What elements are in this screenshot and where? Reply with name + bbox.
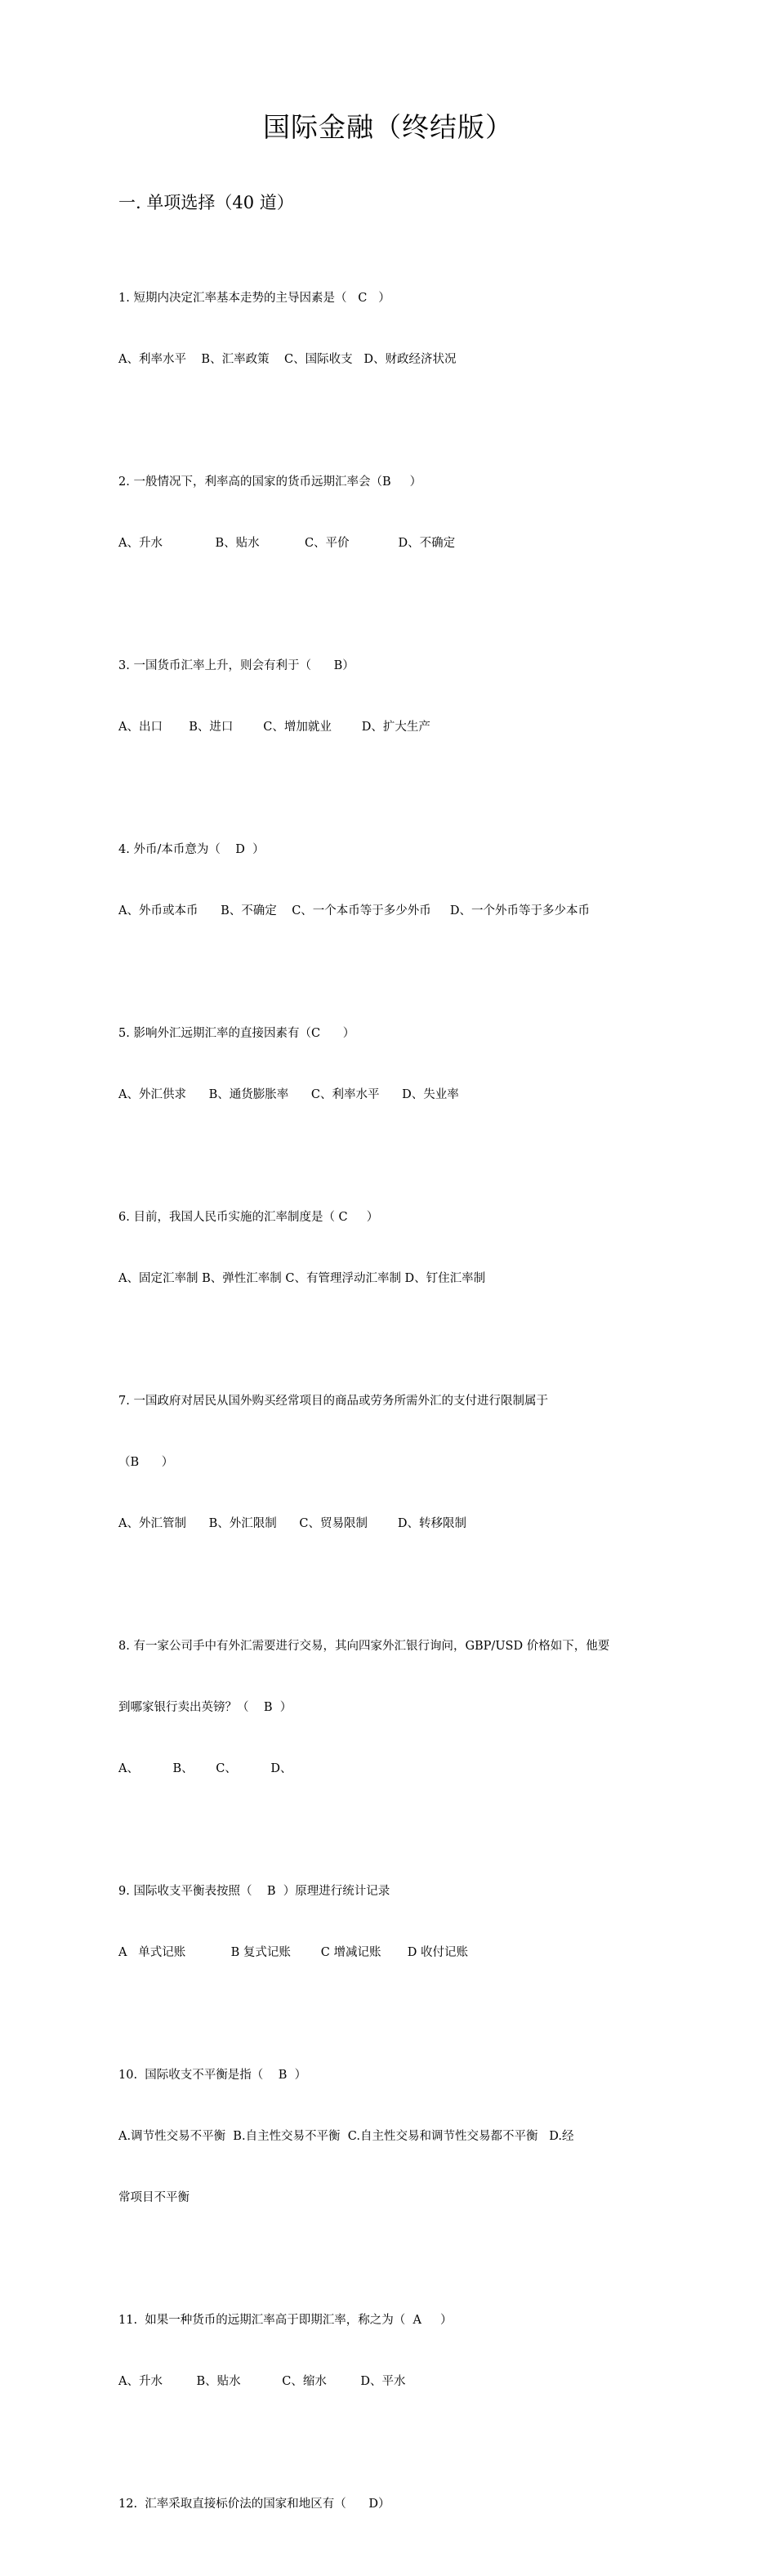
question-5 [118,983,666,1146]
question-options: A、外币或本币 B、不确定 C、一个本币等于多少外币 D、一个外币等于多少本币 [118,904,590,917]
question-options: A、 B、 C、 D、 [118,1762,292,1775]
question-options: A 单式记账 B 复式记账 C 增减记账 D 收付记账 [118,1946,468,1959]
question-line: 9. 国际收支平衡表按照（ B ）原理进行统计记录 [118,1885,390,1898]
question-line: 5. 影响外汇远期汇率的直接因素有（C ） [118,1027,355,1040]
question-7 [118,1351,666,1575]
question-8 [118,1596,666,1820]
question-options: A、固定汇率制 B、弹性汇率制 C、有管理浮动汇率制 D、钉住汇率制 [118,1272,486,1285]
question-11 [118,2270,666,2433]
question-line: 1. 短期内决定汇率基本走势的主导因素是（ C ） [118,292,390,305]
question-options: A、升水 B、贴水 C、平价 D、不确定 [118,537,456,550]
question-12 [118,2453,666,2556]
question-line: 2. 一般情况下，利率高的国家的货币远期汇率会（B ） [118,475,422,489]
question-1 [118,248,666,411]
question-options: A、外汇管制 B、外汇限制 C、贸易限制 D、转移限制 [118,1517,467,1530]
question-line-continued: （B ） [118,1456,174,1469]
question-line: 3. 一国货币汇率上升，则会有利于（ B） [118,659,355,672]
question-line: 12. 汇率采取直接标价法的国家和地区有（ D） [118,2498,390,2511]
question-line: 7. 一国政府对居民从国外购买经常项目的商品或劳务所需外汇的支付进行限制属于 [118,1395,548,1408]
question-options: A.调节性交易不平衡 B.自主性交易不平衡 C.自主性交易和调节性交易都不平衡 D.经 [118,2130,574,2143]
question-9 [118,1841,666,2004]
question-line: 10. 国际收支不平衡是指（ B ） [118,2069,307,2082]
section-heading: 一. 单项选择（40 道） [118,193,294,212]
document-title: 国际金融（终结版） [263,111,513,143]
question-line: 8. 有一家公司手中有外汇需要进行交易，其向四家外汇银行询问，GBP/USD 价格如下，他要 [118,1640,610,1653]
question-3 [118,615,666,779]
question-line-continued: 到哪家银行卖出英镑？（ B ） [118,1701,292,1714]
question-options: A、升水 B、贴水 C、缩水 D、平水 [118,2375,406,2388]
question-options: A、出口 B、进口 C、增加就业 D、扩大生产 [118,721,430,734]
question-line: 6. 目前，我国人民币实施的汇率制度是（ C ） [118,1211,379,1224]
question-line: 4. 外币/本币意为（ D ） [118,843,265,856]
question-2 [118,431,666,595]
question-10 [118,2025,666,2249]
question-options: A、利率水平 B、汇率政策 C、国际收支 D、财政经济状况 [118,353,457,366]
question-options-continued: 常项目不平衡 [118,2191,190,2204]
question-line: 11. 如果一种货币的远期汇率高于即期汇率，称之为（ A ） [118,2314,453,2327]
question-options: A、外汇供求 B、通货膨胀率 C、利率水平 D、失业率 [118,1088,459,1101]
question-6 [118,1167,666,1330]
question-list [118,248,666,2576]
question-4 [118,799,666,962]
